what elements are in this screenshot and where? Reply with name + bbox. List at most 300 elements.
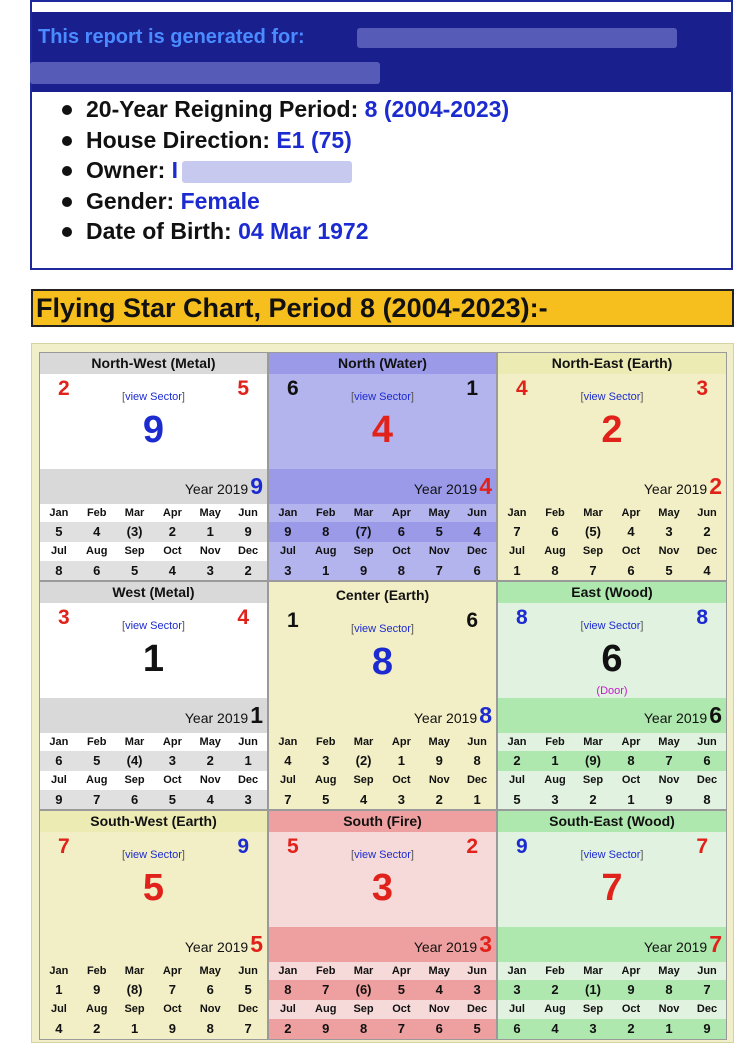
mountain-star: 6 bbox=[287, 377, 299, 400]
sector-cell-e bbox=[497, 581, 727, 810]
month-name: Feb bbox=[315, 965, 336, 977]
month-name: Jun bbox=[697, 736, 717, 748]
month-star: 6 bbox=[116, 790, 154, 810]
view-sector-link-text[interactable]: view Sector bbox=[125, 620, 182, 632]
month-name: Jan bbox=[507, 736, 527, 748]
sector-cell-nw bbox=[39, 352, 268, 581]
view-sector-link[interactable]: [view Sector] bbox=[580, 849, 644, 861]
year-label bbox=[414, 702, 492, 729]
annual-star: 3 bbox=[479, 931, 492, 957]
bullet-icon bbox=[62, 136, 72, 146]
month-star: 6 bbox=[536, 522, 574, 542]
monthly-star-table bbox=[269, 733, 496, 810]
year-label-text: Year 2019 bbox=[413, 939, 478, 955]
year-band bbox=[269, 927, 496, 962]
month-star: 5 bbox=[307, 790, 345, 810]
month-name: Jun bbox=[238, 507, 258, 519]
sector-cell-w bbox=[39, 581, 268, 810]
month-star: 3 bbox=[307, 751, 345, 771]
month-star: 5 bbox=[458, 1019, 496, 1040]
water-star: 1 bbox=[466, 377, 478, 400]
mountain-star: 8 bbox=[516, 606, 528, 629]
month-star: 9 bbox=[612, 980, 650, 1000]
info-value: 8 (2004-2023) bbox=[364, 96, 510, 122]
water-star: 8 bbox=[696, 606, 708, 629]
year-label-text: Year 2019 bbox=[643, 481, 708, 497]
info-owner bbox=[60, 155, 509, 186]
mountain-star: 4 bbox=[516, 377, 528, 400]
month-name: Dec bbox=[696, 1003, 718, 1015]
month-star: 2 bbox=[269, 1019, 307, 1040]
year-label-text: Year 2019 bbox=[413, 481, 478, 497]
water-star: 3 bbox=[696, 377, 708, 400]
month-name: Dec bbox=[696, 545, 718, 557]
year-label-text: Year 2019 bbox=[643, 939, 708, 955]
month-star: 2 bbox=[229, 561, 267, 581]
month-star: (4) bbox=[116, 751, 154, 771]
view-sector-link-text[interactable]: view Sector bbox=[583, 391, 641, 403]
month-name: Apr bbox=[162, 736, 182, 748]
month-name: Jul bbox=[509, 1003, 525, 1015]
month-star: 3 bbox=[229, 790, 267, 810]
month-star: 5 bbox=[229, 980, 267, 1000]
sector-grid bbox=[39, 352, 727, 1040]
month-name: Jun bbox=[467, 736, 487, 748]
year-label bbox=[414, 473, 492, 500]
month-star: 6 bbox=[498, 1019, 536, 1040]
month-name: Nov bbox=[199, 774, 221, 786]
info-value: Female bbox=[180, 187, 260, 214]
bullet-icon bbox=[62, 105, 72, 115]
month-star: 2 bbox=[688, 522, 726, 542]
month-star: 7 bbox=[498, 522, 536, 542]
monthly-star-table bbox=[498, 504, 726, 581]
sector-name: North (Water) bbox=[269, 353, 496, 374]
month-star: (2) bbox=[345, 751, 383, 771]
month-name: Feb bbox=[315, 736, 336, 748]
month-name: Oct bbox=[621, 545, 641, 557]
sector-cell-sw bbox=[39, 810, 268, 1040]
month-star: 2 bbox=[536, 980, 574, 1000]
sector-name: North-West (Metal) bbox=[40, 353, 267, 374]
month-name: Oct bbox=[163, 774, 182, 786]
sector-name: East (Wood) bbox=[498, 582, 726, 603]
month-star: 3 bbox=[536, 790, 574, 810]
month-name: Aug bbox=[544, 774, 566, 786]
month-name: Jul bbox=[509, 774, 525, 786]
month-name: Nov bbox=[658, 545, 680, 557]
month-star: 4 bbox=[458, 522, 496, 542]
month-name: Apr bbox=[621, 507, 641, 519]
month-name: Aug bbox=[315, 774, 337, 786]
sector-cell-n bbox=[268, 352, 497, 581]
month-name: Aug bbox=[86, 1003, 108, 1015]
month-name: Dec bbox=[466, 774, 488, 786]
month-name: Sep bbox=[353, 774, 374, 786]
month-name: Dec bbox=[696, 774, 718, 786]
month-name: Nov bbox=[199, 1003, 221, 1015]
year-label bbox=[185, 702, 263, 729]
year-label-text: Year 2019 bbox=[413, 710, 478, 726]
info-label: House Direction: bbox=[86, 126, 271, 153]
month-name: Jun bbox=[697, 965, 717, 977]
year-label bbox=[414, 931, 492, 958]
month-star: 1 bbox=[382, 751, 420, 771]
sector-name: South-West (Earth) bbox=[40, 811, 267, 832]
month-star: 3 bbox=[153, 751, 191, 771]
month-star: 8 bbox=[345, 1019, 383, 1040]
month-star: 4 bbox=[40, 1019, 78, 1040]
sector-name: West (Metal) bbox=[40, 582, 267, 603]
info-gender bbox=[60, 186, 509, 217]
year-band bbox=[269, 698, 496, 733]
monthly-star-table bbox=[40, 733, 267, 810]
month-star: (5) bbox=[574, 522, 612, 542]
month-star: 2 bbox=[612, 1019, 650, 1040]
year-band bbox=[498, 698, 726, 733]
month-star: 6 bbox=[420, 1019, 458, 1040]
month-name: Mar bbox=[353, 507, 374, 519]
month-star: 8 bbox=[612, 751, 650, 771]
redacted-owner-blur bbox=[182, 161, 352, 183]
month-star: 7 bbox=[420, 561, 458, 581]
month-star: 4 bbox=[420, 980, 458, 1000]
view-sector-link[interactable]: [view Sector] bbox=[351, 849, 414, 861]
month-star: 3 bbox=[458, 980, 496, 1000]
month-name: Oct bbox=[621, 774, 641, 786]
month-name: Apr bbox=[621, 736, 641, 748]
year-label-text: Year 2019 bbox=[184, 939, 249, 955]
month-name: Mar bbox=[124, 736, 145, 748]
month-star: 1 bbox=[191, 522, 229, 542]
month-name: May bbox=[658, 965, 680, 977]
month-name: Jun bbox=[238, 736, 258, 748]
year-band bbox=[269, 469, 496, 504]
month-name: Aug bbox=[544, 545, 566, 557]
mountain-star: 9 bbox=[516, 835, 528, 858]
month-star: 2 bbox=[498, 751, 536, 771]
view-sector-link-text[interactable]: view Sector bbox=[354, 849, 411, 861]
sector-cell-se bbox=[497, 810, 727, 1040]
month-star: 8 bbox=[536, 561, 574, 581]
month-name: Jul bbox=[50, 545, 67, 557]
month-name: Jul bbox=[509, 545, 525, 557]
month-star: 6 bbox=[612, 561, 650, 581]
month-star: 8 bbox=[307, 522, 345, 542]
info-house-direction bbox=[60, 125, 509, 156]
month-star: 7 bbox=[229, 1019, 267, 1040]
annual-star: 2 bbox=[709, 473, 722, 499]
sector-name: South-East (Wood) bbox=[498, 811, 726, 832]
annual-star: 8 bbox=[479, 702, 492, 728]
info-date-of-birth bbox=[60, 216, 509, 247]
view-sector-link-text[interactable]: view Sector bbox=[583, 620, 641, 632]
month-name: Dec bbox=[237, 545, 259, 557]
base-star: 2 bbox=[601, 409, 623, 451]
view-sector-link-text[interactable]: view Sector bbox=[583, 849, 641, 861]
month-name: Nov bbox=[199, 545, 221, 557]
month-star: (9) bbox=[574, 751, 612, 771]
month-star: 9 bbox=[307, 1019, 345, 1040]
month-star: 3 bbox=[650, 522, 688, 542]
month-name: May bbox=[658, 507, 680, 519]
chart-title: Flying Star Chart, Period 8 (2004-2023):- bbox=[31, 289, 734, 327]
sector-name: South (Fire) bbox=[269, 811, 496, 832]
month-name: Jan bbox=[507, 507, 527, 519]
month-name: Oct bbox=[392, 545, 411, 557]
view-sector-link-text[interactable]: view Sector bbox=[125, 849, 182, 861]
month-name: May bbox=[199, 965, 221, 977]
info-value: I bbox=[171, 157, 179, 184]
info-value: E1 (75) bbox=[276, 126, 352, 153]
bullet-icon bbox=[62, 227, 72, 237]
month-name: Dec bbox=[237, 774, 259, 786]
view-sector-link[interactable]: [view Sector] bbox=[122, 391, 185, 403]
view-sector-link[interactable]: [view Sector] bbox=[122, 620, 185, 632]
month-name: Dec bbox=[466, 1003, 488, 1015]
month-star: 3 bbox=[191, 561, 229, 581]
month-star: 4 bbox=[153, 561, 191, 581]
mountain-star: 7 bbox=[58, 835, 70, 858]
month-star: 9 bbox=[229, 522, 267, 542]
month-star: 7 bbox=[688, 980, 726, 1000]
month-star: 1 bbox=[229, 751, 267, 771]
month-star: 9 bbox=[688, 1019, 726, 1040]
month-star: (3) bbox=[116, 522, 154, 542]
month-star: 1 bbox=[612, 790, 650, 810]
water-star: 4 bbox=[237, 606, 249, 629]
month-star: 8 bbox=[269, 980, 307, 1000]
month-name: Feb bbox=[315, 507, 336, 519]
month-name: Jan bbox=[49, 736, 69, 748]
annual-star: 9 bbox=[250, 473, 263, 499]
info-label: Owner: bbox=[86, 157, 166, 184]
month-star: 8 bbox=[688, 790, 726, 810]
month-name: Apr bbox=[162, 507, 182, 519]
month-name: Sep bbox=[353, 1003, 374, 1015]
view-sector-link[interactable]: [view Sector] bbox=[351, 391, 414, 403]
month-name: Aug bbox=[315, 1003, 337, 1015]
month-name: Jan bbox=[507, 965, 527, 977]
month-name: Feb bbox=[86, 736, 107, 748]
year-label-text: Year 2019 bbox=[643, 710, 708, 726]
year-label bbox=[644, 473, 722, 500]
report-header-title: This report is generated for: bbox=[38, 26, 305, 48]
month-name: Aug bbox=[315, 545, 337, 557]
month-star: 6 bbox=[382, 522, 420, 542]
month-name: Jun bbox=[467, 965, 487, 977]
annual-star: 6 bbox=[709, 702, 722, 728]
base-star: 8 bbox=[371, 641, 394, 683]
month-star: 5 bbox=[650, 561, 688, 581]
month-star: 7 bbox=[269, 790, 307, 810]
month-name: Oct bbox=[392, 774, 411, 786]
info-label: Gender: bbox=[86, 187, 175, 214]
month-star: 5 bbox=[382, 980, 420, 1000]
water-star: 7 bbox=[696, 835, 708, 858]
month-star: 3 bbox=[382, 790, 420, 810]
month-name: Sep bbox=[124, 1003, 145, 1015]
month-star: 7 bbox=[78, 790, 116, 810]
mountain-star: 5 bbox=[287, 835, 299, 858]
month-star: 9 bbox=[40, 790, 78, 810]
sector-cell-c bbox=[268, 581, 497, 810]
info-value: 04 Mar 1972 bbox=[238, 218, 369, 245]
bullet-icon bbox=[62, 166, 72, 176]
month-name: Mar bbox=[124, 965, 145, 977]
month-name: Oct bbox=[163, 1003, 182, 1015]
year-band bbox=[40, 469, 267, 504]
month-star: 4 bbox=[688, 561, 726, 581]
month-star: 1 bbox=[498, 561, 536, 581]
month-star: 9 bbox=[78, 980, 116, 1000]
month-name: May bbox=[199, 507, 221, 519]
year-band bbox=[498, 469, 726, 504]
door-label: (Door) bbox=[596, 685, 628, 697]
month-name: Apr bbox=[391, 507, 411, 519]
month-star: 4 bbox=[536, 1019, 574, 1040]
month-name: Feb bbox=[86, 965, 107, 977]
month-star: 2 bbox=[191, 751, 229, 771]
view-sector-link-text[interactable]: view Sector bbox=[354, 391, 411, 403]
month-star: 7 bbox=[574, 561, 612, 581]
view-sector-link-text[interactable]: view Sector bbox=[125, 391, 182, 403]
month-name: Apr bbox=[391, 965, 411, 977]
month-name: Sep bbox=[582, 774, 604, 786]
month-name: Oct bbox=[621, 1003, 641, 1015]
base-star: 4 bbox=[371, 409, 394, 451]
month-name: Dec bbox=[237, 1003, 259, 1015]
month-star: 3 bbox=[269, 561, 307, 581]
report-header bbox=[32, 12, 731, 92]
month-star: 5 bbox=[420, 522, 458, 542]
month-star: 1 bbox=[458, 790, 496, 810]
month-name: Apr bbox=[391, 736, 411, 748]
month-star: 4 bbox=[345, 790, 383, 810]
month-star: 8 bbox=[382, 561, 420, 581]
month-name: Sep bbox=[124, 774, 145, 786]
sector-cell-ne bbox=[497, 352, 727, 581]
redacted-name-blur-2 bbox=[30, 62, 380, 84]
bullet-icon bbox=[62, 197, 72, 207]
month-name: Nov bbox=[428, 1003, 450, 1015]
month-star: 7 bbox=[650, 751, 688, 771]
view-sector-link[interactable]: [view Sector] bbox=[580, 391, 644, 403]
monthly-star-table bbox=[269, 962, 496, 1040]
month-star: 4 bbox=[612, 522, 650, 542]
month-name: Mar bbox=[353, 736, 374, 748]
sector-name: North-East (Earth) bbox=[498, 353, 726, 374]
view-sector-link-text[interactable]: view Sector bbox=[354, 623, 411, 635]
info-label: Date of Birth: bbox=[86, 218, 232, 245]
month-name: Feb bbox=[545, 507, 565, 519]
month-name: Jan bbox=[278, 965, 298, 977]
base-star: 3 bbox=[371, 867, 394, 909]
month-star: (8) bbox=[116, 980, 154, 1000]
month-star: 7 bbox=[382, 1019, 420, 1040]
month-star: 3 bbox=[574, 1019, 612, 1040]
month-name: Oct bbox=[163, 545, 182, 557]
month-name: Mar bbox=[583, 736, 603, 748]
annual-star: 1 bbox=[250, 702, 263, 728]
month-name: Aug bbox=[86, 545, 108, 557]
month-star: 5 bbox=[40, 522, 78, 542]
month-star: 9 bbox=[420, 751, 458, 771]
month-star: 9 bbox=[345, 561, 383, 581]
year-label-text: Year 2019 bbox=[184, 481, 249, 497]
month-name: May bbox=[428, 736, 450, 748]
view-sector-link[interactable]: [view Sector] bbox=[580, 620, 644, 632]
view-sector-link[interactable]: [view Sector] bbox=[351, 623, 414, 635]
month-star: 6 bbox=[688, 751, 726, 771]
month-name: Jul bbox=[50, 1003, 67, 1015]
month-name: Jan bbox=[278, 507, 298, 519]
mountain-star: 2 bbox=[58, 377, 70, 400]
month-name: May bbox=[428, 965, 450, 977]
month-star: 9 bbox=[650, 790, 688, 810]
month-star: 2 bbox=[420, 790, 458, 810]
year-band bbox=[40, 698, 267, 733]
month-star: 4 bbox=[78, 522, 116, 542]
month-star: 3 bbox=[498, 980, 536, 1000]
month-star: 1 bbox=[40, 980, 78, 1000]
year-band bbox=[498, 927, 726, 962]
month-star: 9 bbox=[153, 1019, 191, 1040]
month-name: Dec bbox=[466, 545, 488, 557]
month-star: 7 bbox=[307, 980, 345, 1000]
month-name: Feb bbox=[545, 965, 565, 977]
month-star: (6) bbox=[345, 980, 383, 1000]
water-star: 9 bbox=[237, 835, 249, 858]
month-star: 9 bbox=[269, 522, 307, 542]
month-name: Feb bbox=[545, 736, 565, 748]
month-name: Apr bbox=[621, 965, 641, 977]
monthly-star-table bbox=[40, 962, 267, 1040]
month-star: 1 bbox=[116, 1019, 154, 1040]
redacted-name-blur bbox=[357, 28, 677, 48]
base-star: 7 bbox=[601, 867, 623, 909]
month-name: Jun bbox=[467, 507, 487, 519]
month-star: 2 bbox=[574, 790, 612, 810]
info-reigning-period bbox=[60, 94, 509, 125]
month-name: May bbox=[428, 507, 450, 519]
view-sector-link[interactable]: [view Sector] bbox=[122, 849, 185, 861]
month-name: Jan bbox=[49, 507, 69, 519]
month-name: Jul bbox=[279, 545, 296, 557]
month-star: 1 bbox=[536, 751, 574, 771]
monthly-star-table bbox=[269, 504, 496, 581]
year-label bbox=[185, 931, 263, 958]
base-star: 6 bbox=[601, 638, 623, 680]
month-name: Mar bbox=[583, 507, 603, 519]
month-star: 1 bbox=[307, 561, 345, 581]
month-name: Nov bbox=[428, 774, 450, 786]
month-star: 8 bbox=[40, 561, 78, 581]
month-star: 5 bbox=[116, 561, 154, 581]
year-label bbox=[644, 931, 722, 958]
annual-star: 4 bbox=[479, 473, 492, 499]
month-name: Aug bbox=[544, 1003, 566, 1015]
water-star: 5 bbox=[237, 377, 249, 400]
month-name: Jan bbox=[49, 965, 69, 977]
sector-cell-s bbox=[268, 810, 497, 1040]
annual-star: 7 bbox=[709, 931, 722, 957]
month-star: 6 bbox=[40, 751, 78, 771]
month-star: 7 bbox=[153, 980, 191, 1000]
month-star: 4 bbox=[191, 790, 229, 810]
base-star: 5 bbox=[142, 867, 165, 909]
month-name: Sep bbox=[353, 545, 374, 557]
